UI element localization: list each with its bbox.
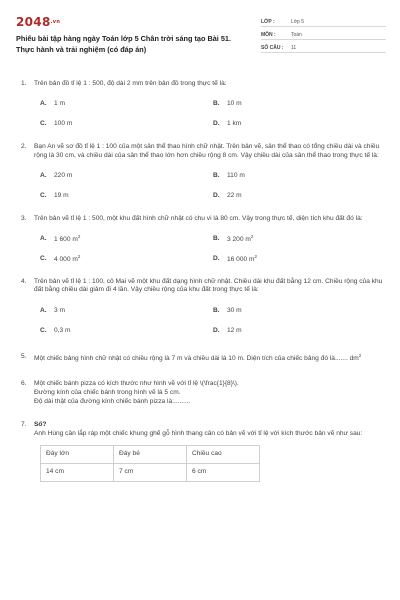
superscript: 2	[358, 353, 362, 359]
question-line: Đường kính của chiếc bánh trong hình vẽ là 5 cm.	[34, 389, 181, 397]
table-row	[41, 463, 260, 481]
meta-value: Toán	[291, 32, 302, 39]
option-letter: D.	[213, 120, 220, 128]
site-logo[interactable]	[16, 14, 246, 30]
header	[16, 0, 386, 60]
option-value: 3 200 m	[227, 236, 251, 244]
option-letter: A.	[40, 235, 47, 243]
question-number: 4.	[21, 277, 27, 285]
option-text: 30 m	[227, 306, 242, 314]
option-a[interactable]	[40, 230, 213, 250]
option-text: 100 m	[54, 120, 73, 128]
meta-label: MÔN :	[261, 32, 276, 39]
option-letter: A.	[40, 100, 47, 108]
question-number: 3.	[21, 214, 27, 222]
table-cell: 7 cm	[114, 463, 187, 481]
superscript: 2	[77, 254, 81, 260]
option-letter: D.	[213, 255, 220, 263]
question-number: 2.	[21, 142, 27, 150]
option-d[interactable]	[213, 321, 386, 341]
option-text: 19 m	[54, 192, 69, 200]
option-text: 10 m	[227, 100, 242, 108]
option-d[interactable]	[213, 250, 386, 270]
option-value: 1 600 m	[54, 236, 78, 244]
option-b[interactable]	[213, 95, 386, 115]
meta-info	[261, 14, 386, 60]
table-row	[41, 445, 260, 463]
option-a[interactable]	[40, 95, 213, 115]
option-letter: C.	[40, 120, 47, 128]
header-left	[16, 14, 246, 60]
question-text: Trên bản vẽ tỉ lệ 1 : 500, một khu đất hình chữ nhật có chu vi là 80 cm. Vậy trong thực tế, diện tích khu đất đó là:	[34, 214, 363, 222]
option-d[interactable]	[213, 187, 386, 207]
option-text: 0,3 m	[54, 326, 71, 334]
meta-label: LỚP :	[261, 19, 275, 26]
option-text	[54, 234, 80, 245]
meta-value: 11	[291, 45, 297, 52]
option-letter: C.	[40, 255, 47, 263]
question-text: Trên bản đồ tỉ lệ 1 : 500, độ dài 2 mm trên bản đồ trong thực tế là:	[34, 80, 227, 87]
option-letter: B.	[213, 306, 220, 314]
logo-main: 2048	[16, 15, 51, 29]
option-b[interactable]	[213, 230, 386, 250]
option-letter: C.	[40, 326, 47, 334]
question-title: Số?	[34, 421, 47, 429]
question-body: Anh Hùng cần lắp ráp một chiếc khung ghế gỗ hình thang cân có bản vẽ với tỉ lệ với kích thước bản vẽ như sau:	[34, 429, 363, 437]
superscript: 2	[77, 234, 81, 240]
option-b[interactable]	[213, 167, 386, 187]
question-2	[16, 143, 386, 207]
question-line: Một chiếc bánh pizza có kích thước như hình vẽ với tỉ lệ \(\frac{1}{8}\).	[34, 380, 239, 388]
option-letter: B.	[213, 235, 220, 243]
question-7	[16, 421, 386, 482]
question-3	[16, 215, 386, 270]
option-value: 4 000 m	[54, 256, 78, 264]
option-letter: A.	[40, 306, 47, 314]
option-text: 1 km	[227, 120, 242, 128]
option-c[interactable]	[40, 187, 213, 207]
question-text: Bạn An vẽ sơ đồ tỉ lệ 1 : 100 của một sân thể thao hình chữ nhật. Trên bản vẽ, sân thể thao có tổng chiều dài và chiều rộng là 30 cm, và chiều dài của sân thể thao lớn hơn chiều rộng 8 cm. Vậy chiều dài của sân thể thao trong thực tế là:	[34, 142, 380, 159]
meta-row-class	[261, 16, 386, 27]
answer-options	[16, 167, 386, 207]
table-cell: 6 cm	[187, 463, 260, 481]
option-letter: B.	[213, 172, 220, 180]
meta-label: SỐ CÂU :	[261, 45, 284, 52]
option-b[interactable]	[213, 301, 386, 321]
dimensions-table	[40, 445, 260, 482]
question-text	[34, 380, 386, 407]
option-d[interactable]	[213, 115, 386, 135]
question-4	[16, 278, 386, 342]
option-text: 1 m	[54, 100, 65, 108]
question-text	[34, 353, 386, 364]
table-cell: Đáy bé	[114, 445, 187, 463]
document-title: Phiếu bài tập hàng ngày Toán lớp 5 Chân trời sáng tạo Bài 51. Thực hành và trải nghiệm (có đáp án)	[16, 34, 231, 54]
table-cell: 14 cm	[41, 463, 114, 481]
option-a[interactable]	[40, 167, 213, 187]
question-text: Trên bản vẽ tỉ lệ 1 : 100, cô Mai vẽ một khu đất dạng hình chữ nhật. Chiều dài khu đất bằng 12 cm. Chiều rộng của khu đất bằng chiều dài giảm đi 4 lần. Vậy chiều rộng của khu đất trong thực tế là:	[34, 277, 383, 294]
option-c[interactable]	[40, 250, 213, 270]
answer-options	[16, 230, 386, 270]
question-line: Độ dài thật của đường kính chiếc bánh pizza là:.........	[34, 398, 191, 406]
answer-options	[16, 95, 386, 135]
option-letter: C.	[40, 192, 47, 200]
option-text: 22 m	[227, 192, 242, 200]
option-text	[54, 254, 80, 265]
option-text: 220 m	[54, 172, 73, 180]
option-letter: D.	[213, 326, 220, 334]
question-body: Một chiếc bảng hình chữ nhật có chiều rộng là 7 m và chiều dài là 10 m. Diện tích của chiếc bảng đó là....... dm	[34, 355, 359, 363]
option-text: 3 m	[54, 306, 65, 314]
question-6	[16, 380, 386, 407]
question-number: 1.	[21, 80, 27, 87]
option-text: 110 m	[227, 172, 245, 180]
question-number: 7.	[21, 421, 27, 429]
meta-value: Lớp 5	[291, 19, 305, 26]
question-text	[34, 421, 386, 439]
option-value: 16 000 m	[227, 256, 255, 264]
option-letter: B.	[213, 100, 220, 108]
question-number: 6.	[21, 380, 27, 388]
question-1	[16, 80, 386, 135]
option-text	[227, 254, 257, 265]
option-text: 12 m	[227, 326, 242, 334]
table-cell: Chiều cao	[187, 445, 260, 463]
option-c[interactable]	[40, 321, 213, 341]
option-text	[227, 234, 253, 245]
meta-row-count	[261, 42, 386, 53]
superscript: 2	[250, 234, 254, 240]
option-c[interactable]	[40, 115, 213, 135]
option-letter: A.	[40, 172, 47, 180]
option-letter: D.	[213, 192, 220, 200]
option-a[interactable]	[40, 301, 213, 321]
table-cell: Đáy lớn	[41, 445, 114, 463]
question-number: 5.	[21, 353, 27, 361]
meta-row-subject	[261, 29, 386, 40]
question-5	[16, 353, 386, 364]
answer-options	[16, 301, 386, 341]
logo-tld: .vn	[50, 19, 61, 26]
superscript: 2	[254, 254, 258, 260]
